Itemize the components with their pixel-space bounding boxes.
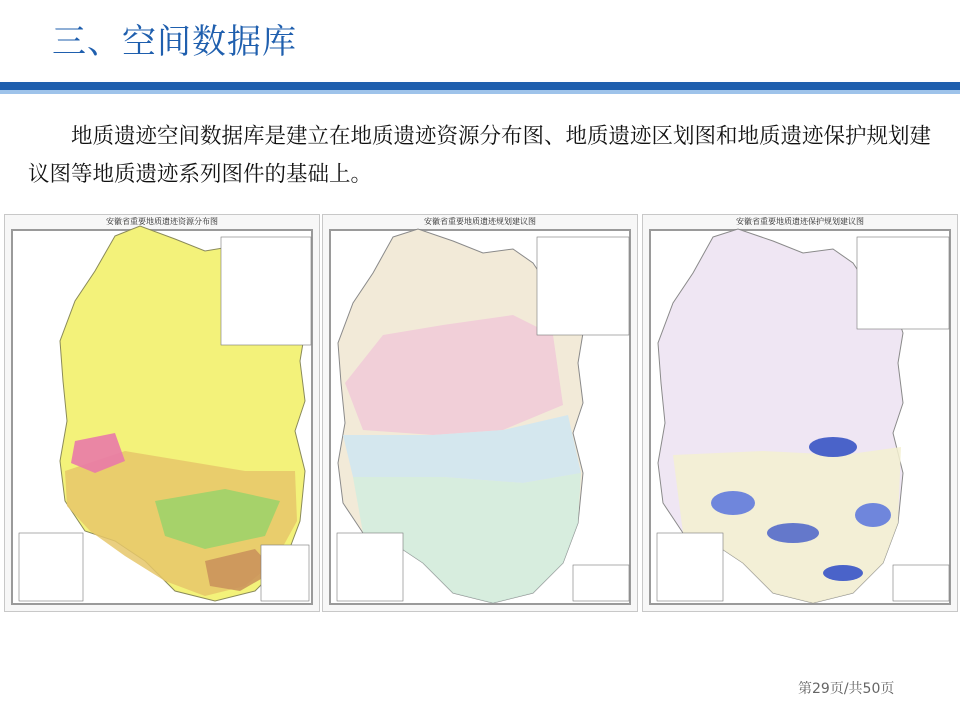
protected-area xyxy=(809,437,857,457)
page-number: 第29页/共50页 xyxy=(798,681,895,697)
protected-area xyxy=(855,503,891,527)
legend-box-2 xyxy=(893,565,949,601)
slide-title: 三、空间数据库 xyxy=(52,22,297,62)
map-protection-planning xyxy=(642,214,958,612)
map-planning-suggestion xyxy=(322,214,638,612)
legend-table xyxy=(221,237,311,345)
body-paragraph: 地质遗迹空间数据库是建立在地质遗迹资源分布图、地质遗迹区划图和地质遗迹保护规划建议图等地质遗迹系列图件的基础上。 xyxy=(28,124,932,187)
legend-table xyxy=(537,237,629,335)
map-graphic xyxy=(5,215,319,611)
header-rule-light xyxy=(0,90,960,94)
map-graphic xyxy=(323,215,637,611)
map-resource-distribution xyxy=(4,214,320,612)
legend-box xyxy=(337,533,403,601)
protected-area xyxy=(711,491,755,515)
protected-area xyxy=(767,523,819,543)
legend-box-2 xyxy=(573,565,629,601)
legend-box-2 xyxy=(261,545,309,601)
legend-table xyxy=(857,237,949,329)
map-title: 安徽省重要地质遗迹资源分布图 xyxy=(106,217,218,226)
map-graphic xyxy=(643,215,957,611)
legend-box xyxy=(657,533,723,601)
map-title: 安徽省重要地质遗迹保护规划建议图 xyxy=(736,217,864,226)
legend-box xyxy=(19,533,83,601)
map-title: 安徽省重要地质遗迹规划建议图 xyxy=(424,217,536,226)
header-rule xyxy=(0,82,960,90)
protected-area xyxy=(823,565,863,581)
